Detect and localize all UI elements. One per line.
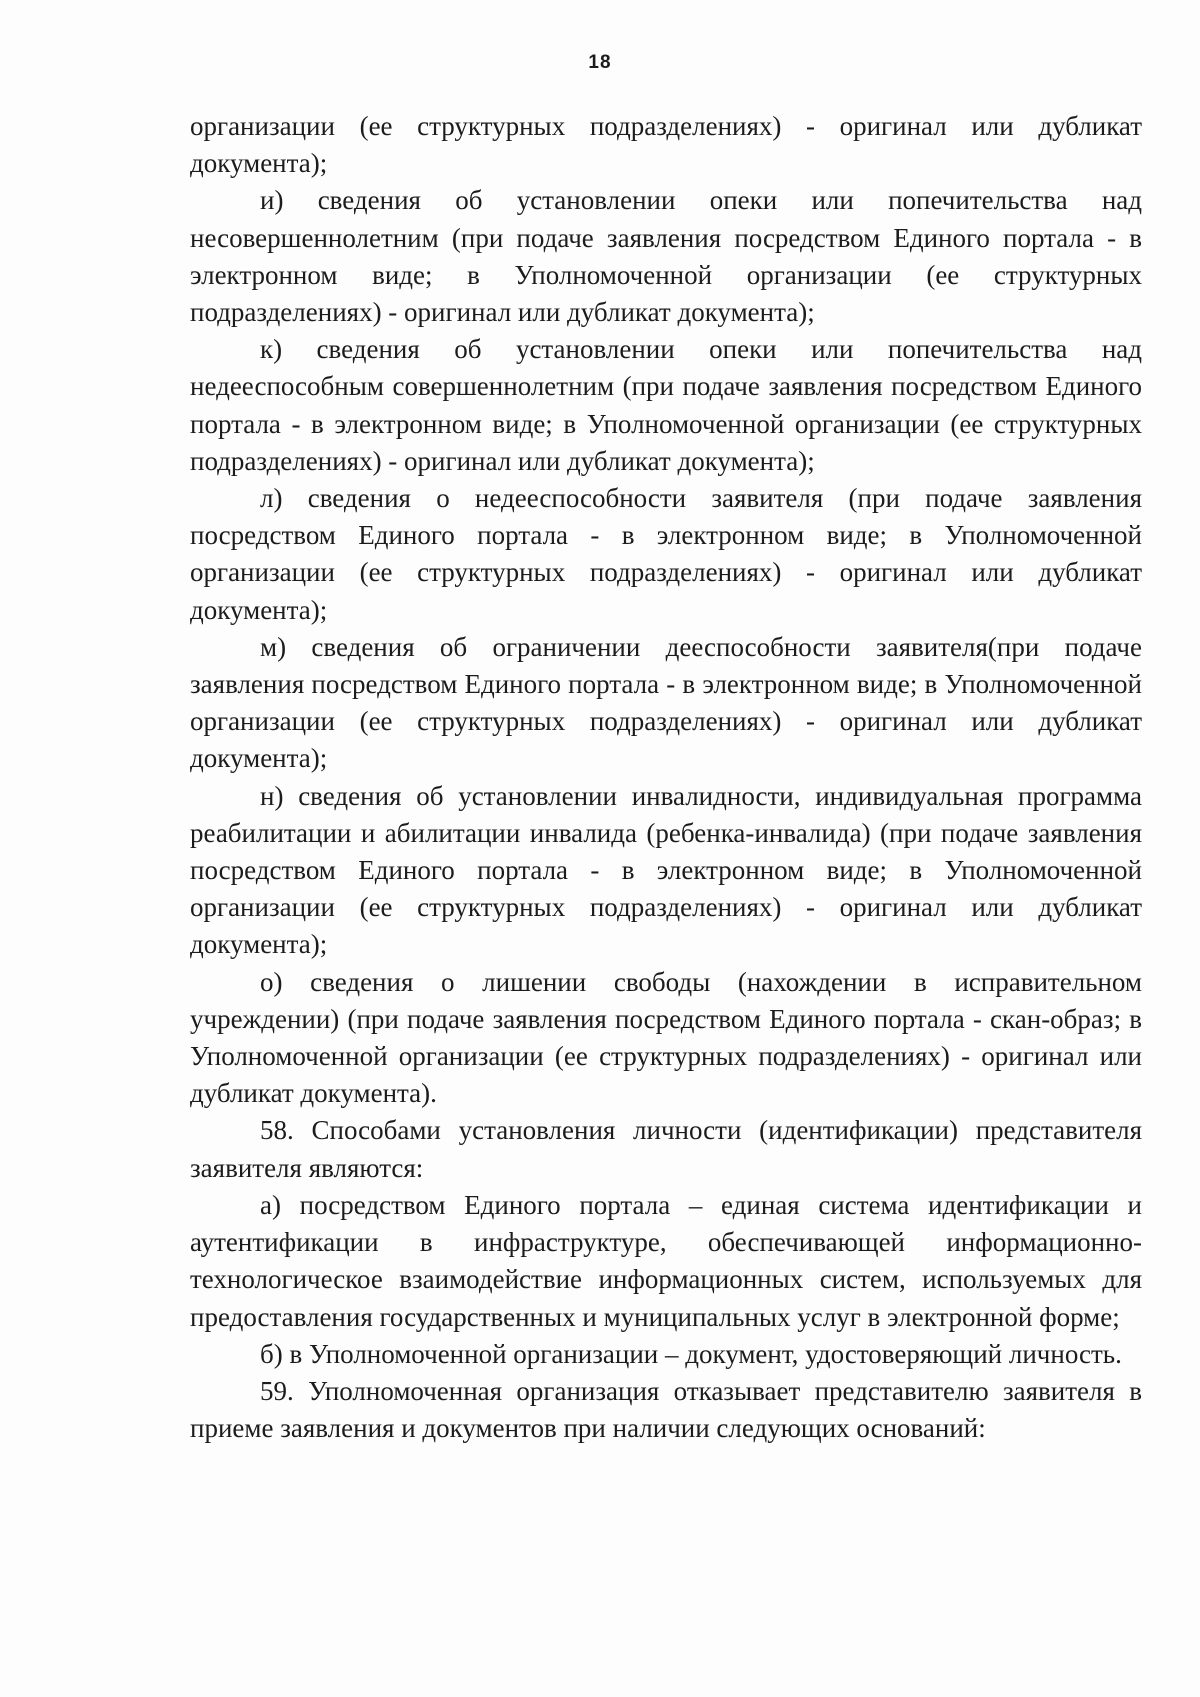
paragraph-clause-59: 59. Уполномоченная организация отказывает представителю заявителя в приеме заявления и документов при наличии следующих оснований: xyxy=(190,1375,1142,1444)
paragraph-continuation: организации (ее структурных подразделениях) - оригинал или дубликат документа); xyxy=(190,111,1142,179)
paragraph-item-a: а) посредством Единого портала – единая система идентификации и аутентификации в инфраструктуре, обеспечивающей информационно-технологическое взаимодействие информационных систем, используемых для предоставления государственных и муниципальных услуг в электронной форме; xyxy=(190,1189,1142,1332)
paragraph-item-b: б) в Уполномоченной организации – документ, удостоверяющий личность. xyxy=(260,1338,1122,1369)
paragraph-item-o: о) сведения о лишении свободы (нахождении в исправительном учреждении) (при подаче заявления посредством Единого портала - скан-образ; в Уполномоченной организации (ее структурных подразделениях) - оригинал или дубликат документа). xyxy=(190,966,1142,1109)
paragraph-item-k: к) сведения об установлении опеки или попечительства над недееспособным совершеннолетним (при подаче заявления посредством Единого портала - в электронном виде; в Уполномоченной организации (ее структурных подразделениях) - оригинал или дубликат документа); xyxy=(190,334,1142,476)
document-body xyxy=(190,108,1142,1447)
paragraph-item-m: м) сведения об ограничении дееспособности заявителя(при подаче заявления посредством Единого портала - в электронном виде; в Уполномоченной организации (ее структурных подразделениях) - оригинал или дубликат документа); xyxy=(190,631,1142,774)
paragraph-clause-58: 58. Способами установления личности (идентификации) представителя заявителя являются: xyxy=(190,1115,1142,1183)
page-number: 18 xyxy=(588,52,612,73)
paragraph-item-n: н) сведения об установлении инвалидности, индивидуальная программа реабилитации и абилитации инвалида (ребенка-инвалида) (при подаче заявления посредством Единого портала - в электронном виде; в Уполномоченной организации (ее структурных подразделениях) - оригинал или дубликат документа); xyxy=(190,780,1142,960)
paragraph-item-i: и) сведения об установлении опеки или попечительства над несовершеннолетним (при подаче заявления посредством Единого портала - в электронном виде; в Уполномоченной организации (ее структурных подразделениях) - оригинал или дубликат документа); xyxy=(190,185,1142,328)
paragraph-item-l: л) сведения о недееспособности заявителя (при подаче заявления посредством Единого портала - в электронном виде; в Уполномоченной организации (ее структурных подразделениях) - оригинал или дубликат документа); xyxy=(190,483,1142,625)
